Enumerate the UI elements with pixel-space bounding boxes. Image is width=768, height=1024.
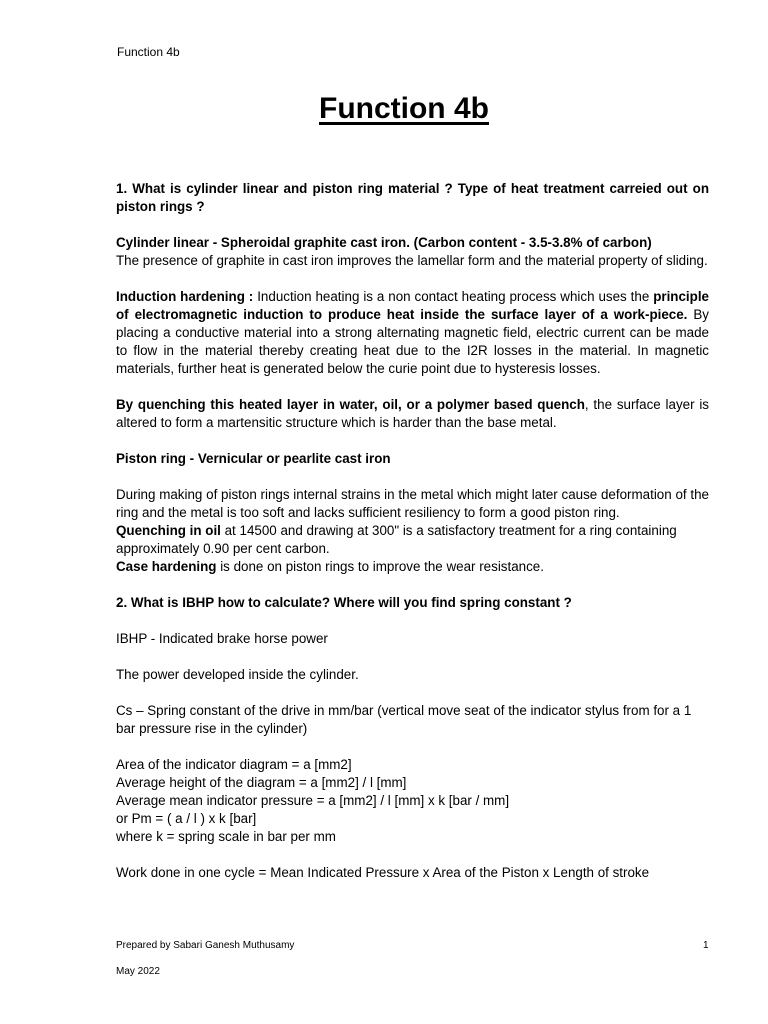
cylinder-text: The presence of graphite in cast iron improves the lamellar form and the material property of sliding.	[116, 253, 708, 268]
induction-bold: principle of electromagnetic induction to produce heat inside the surface layer of a work-piece.	[116, 289, 709, 322]
induction-paragraph	[116, 288, 709, 378]
cs-line: Cs – Spring constant of the drive in mm/bar (vertical move seat of the indicator stylus from for a 1 bar pressure rise in the cylinder)	[116, 703, 692, 736]
oil-paragraph	[116, 522, 709, 558]
oil-bold: Quenching in oil	[116, 523, 221, 538]
formula-line: Average mean indicator pressure = a [mm2] / l [mm] x k [bar / mm]	[116, 793, 510, 808]
formula-line: Average height of the diagram = a [mm2] / l [mm]	[116, 775, 407, 790]
quench-paragraph	[116, 396, 709, 432]
oil-text: at 14500 and drawing at 300" is a satisfactory treatment for a ring containing approximately 0.90 per cent carbon.	[116, 523, 677, 556]
formula-line: where k = spring scale in bar per mm	[116, 829, 336, 844]
piston-heading: Piston ring - Vernicular or pearlite cast iron	[116, 451, 391, 466]
footer-date: May 2022	[116, 966, 160, 977]
footer-page-number: 1	[703, 940, 709, 951]
question-1: 1. What is cylinder linear and piston ring material ? Type of heat treatment carreied out on piston rings ?	[116, 181, 709, 214]
quench-bold: By quenching this heated layer in water, oil, or a polymer based quench	[116, 397, 585, 412]
piston-text: During making of piston rings internal strains in the metal which might later cause deformation of the ring and the metal is too soft and lacks sufficient resiliency to form a good piston ring.	[116, 487, 709, 520]
power-line: The power developed inside the cylinder.	[116, 667, 359, 682]
induction-text-1: Induction heating is a non contact heating process which uses the	[253, 289, 654, 304]
footer-author: Prepared by Sabari Ganesh Muthusamy	[116, 940, 295, 951]
induction-label: Induction hardening :	[116, 289, 254, 304]
quench-text: , the surface layer is altered to form a martensitic structure which is harder than the base metal.	[116, 397, 710, 430]
case-bold: Case hardening	[116, 559, 217, 574]
ibhp-line: IBHP - Indicated brake horse power	[116, 631, 328, 646]
question-2: 2. What is IBHP how to calculate? Where will you find spring constant ?	[116, 595, 572, 610]
formula-line: or Pm = ( a / l ) x k [bar]	[116, 811, 257, 826]
formula-line: Area of the indicator diagram = a [mm2]	[116, 757, 352, 772]
work-line: Work done in one cycle = Mean Indicated Pressure x Area of the Piston x Length of stroke	[116, 865, 650, 880]
page-title: Function 4b	[319, 92, 489, 125]
case-text: is done on piston rings to improve the wear resistance.	[216, 559, 544, 574]
induction-text-2: By placing a conductive material into a strong alternating magnetic field, electric current can be made to flow in the material thereby creating heat due to the I2R losses in the material. In magnetic materials, further heat is generated below the curie point due to hysteresis losses.	[116, 307, 709, 376]
cylinder-heading: Cylinder linear - Spheroidal graphite cast iron. (Carbon content - 3.5-3.8% of carbon)	[116, 235, 652, 250]
running-header: Function 4b	[117, 45, 180, 59]
document-body	[116, 180, 709, 882]
case-paragraph	[116, 558, 709, 576]
